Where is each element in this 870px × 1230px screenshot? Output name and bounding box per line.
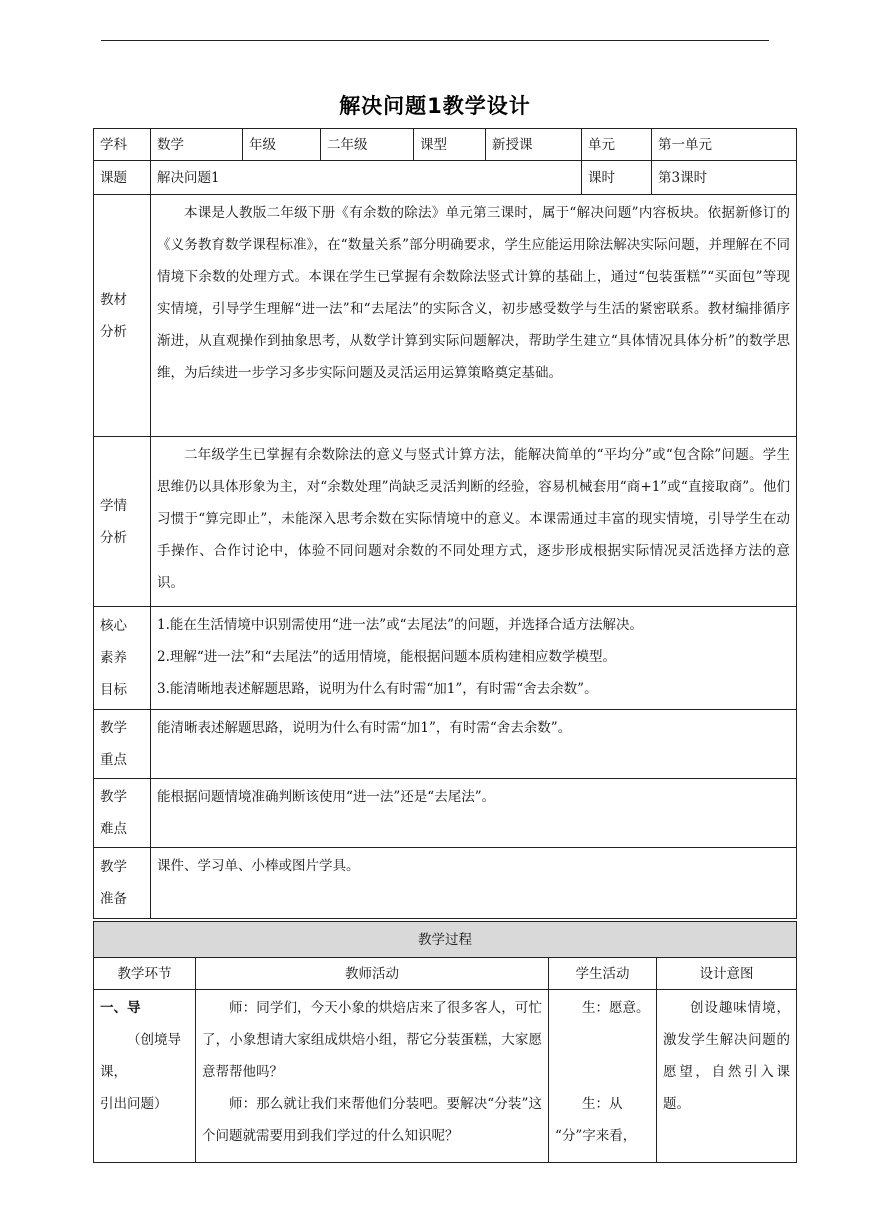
process-heading-row [94, 922, 797, 958]
student-line: “分”字来看， [555, 1128, 637, 1144]
preparation-label: 教学 准备 [94, 848, 151, 919]
teacher-para: 师：那么就让我们来帮他们分装吧。要解决“分装”这个问题就需要用到我们学过的什么知识呢？ [202, 1096, 542, 1144]
core-goal-item: 1.能在生活情境中识别需使用“进一法”或“去尾法”的问题，并选择合适方法解决。 [157, 617, 643, 633]
core-goal-item: 3.能清晰地表述解题思路，说明为什么有时需“加1”，有时需“舍去余数”。 [157, 681, 598, 697]
column-intent: 设计意图 [657, 958, 797, 990]
difficulty-label: 教学 难点 [94, 779, 151, 848]
preparation-text: 课件、学习单、小棒或图片学具。 [151, 848, 797, 919]
unit-label: 单元 [582, 129, 652, 161]
material-analysis-row [94, 195, 797, 437]
info-row-2 [94, 161, 797, 195]
core-goals-label: 核心 素养 目标 [94, 607, 151, 710]
material-analysis-label: 教材 分析 [94, 195, 151, 437]
difficulty-text: 能根据问题情境准确判断该使用“进一法”还是“去尾法”。 [151, 779, 797, 848]
period-value: 第3课时 [652, 161, 797, 195]
material-analysis-text: 本课是人教版二年级下册《有余数的除法》单元第三课时，属于“解决问题”内容板块。依据新修订的《义务教育数学课程标准》，在“数量关系”部分明确要求，学生应能运用除法解决实际问题，并理解在不同情境下余数的处理方式。本课在学生已掌握有余数除法竖式计算的基础上，通过“包装蛋糕”“买面包”等现实情境，引导学生理解“进一法”和“去尾法”的实际含义，初步感受数学与生活的紧密联系。教材编排循序渐进，从直观操作到抽象思考，从数学计算到实际问题解决，帮助学生建立“具体情况具体分析”的数学思维，为后续进一步学习多步实际问题及灵活运用运算策略奠定基础。 [151, 195, 797, 437]
process-heading: 教学过程 [94, 922, 797, 958]
stage-title: 一、导 [100, 1000, 141, 1016]
column-student: 学生活动 [549, 958, 657, 990]
design-intent: 创设趣味情境，激发学生解决问题的愿望，自然引入课题。 [657, 990, 797, 1163]
document-title: 解决问题1教学设计 [339, 94, 531, 118]
stage-subtitle: （创境导课， [100, 1032, 181, 1080]
subject-value: 数学 [151, 129, 243, 161]
key-point-row [94, 710, 797, 779]
learner-analysis-text: 二年级学生已掌握有余数除法的意义与竖式计算方法，能解决简单的“平均分”或“包含除”问题。学生思维仍以具体形象为主，对“余数处理”尚缺乏灵活判断的经验，容易机械套用“商+1”或“直接取商”。他们习惯于“算完即止”，未能深入思考余数在实际情境中的意义。本课需通过丰富的现实情境，引导学生在动手操作、合作讨论中，体验不同问题对余数的不同处理方式，逐步形成根据实际情况灵活选择方法的意识。 [151, 437, 797, 607]
stage-subtitle: 引出问题） [100, 1096, 168, 1112]
preparation-row [94, 848, 797, 919]
student-line: 生：愿意。 [582, 1000, 650, 1016]
teacher-para: 师：同学们，今天小象的烘焙店来了很多客人，可忙了，小象想请大家组成烘焙小组，帮它分装蛋糕，大家愿意帮帮他吗？ [202, 1000, 542, 1080]
key-point-label: 教学 重点 [94, 710, 151, 779]
period-label: 课时 [582, 161, 652, 195]
process-row-intro [94, 990, 797, 1163]
learner-analysis-label: 学情 分析 [94, 437, 151, 607]
process-columns-row [94, 958, 797, 990]
topic-label: 课题 [94, 161, 151, 195]
column-stage: 教学环节 [94, 958, 196, 990]
teacher-activity [196, 990, 549, 1163]
header-rule [101, 40, 769, 41]
unit-value: 第一单元 [652, 129, 797, 161]
key-point-text: 能清晰表述解题思路，说明为什么有时需“加1”，有时需“舍去余数”。 [151, 710, 797, 779]
core-goals-row [94, 607, 797, 710]
stage-cell [94, 990, 196, 1163]
grade-label: 年级 [243, 129, 321, 161]
teaching-process-table [93, 921, 797, 1163]
grade-value: 二年级 [321, 129, 414, 161]
learner-analysis-row [94, 437, 797, 607]
lesson-type-value: 新授课 [486, 129, 582, 161]
core-goals-list [151, 607, 797, 710]
column-teacher: 教师活动 [196, 958, 549, 990]
difficulty-row [94, 779, 797, 848]
lesson-info-table [93, 128, 797, 919]
student-line: 生：从 [582, 1096, 623, 1112]
core-goal-item: 2.理解“进一法”和“去尾法”的适用情境，能根据问题本质构建相应数学模型。 [157, 649, 616, 665]
subject-label: 学科 [94, 129, 151, 161]
lesson-type-label: 课型 [414, 129, 486, 161]
student-activity [549, 990, 657, 1163]
info-row-1 [94, 129, 797, 161]
topic-value: 解决问题1 [151, 161, 582, 195]
